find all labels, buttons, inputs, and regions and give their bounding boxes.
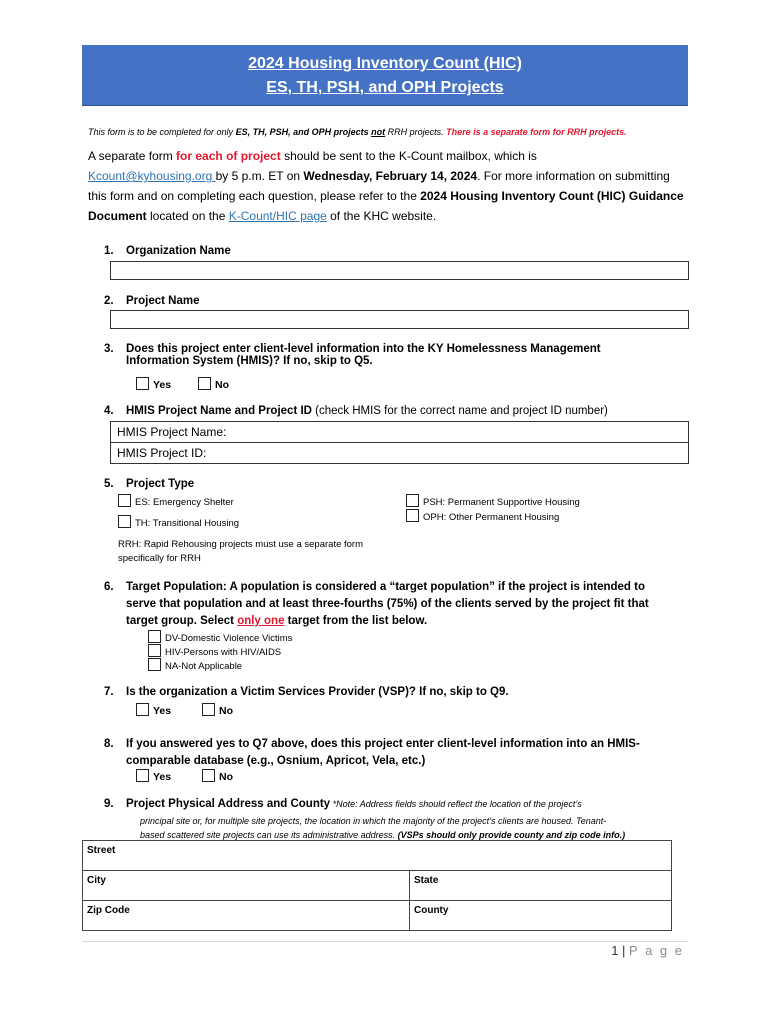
- question-2: 2. Project Name: [104, 295, 200, 307]
- q3-no-option[interactable]: No: [198, 377, 229, 391]
- city-field[interactable]: City: [83, 871, 410, 901]
- county-field[interactable]: County: [410, 901, 672, 931]
- q7-no-option[interactable]: No: [202, 703, 233, 717]
- organization-name-field[interactable]: [110, 261, 689, 280]
- question-4: 4. HMIS Project Name and Project ID (check HMIS for the correct name and project ID number): [104, 405, 608, 417]
- rrh-note: RRH: Rapid Rehousing projects must use a separate form specifically for RRH: [118, 539, 364, 564]
- project-type-th[interactable]: TH: Transitional Housing: [118, 515, 239, 529]
- form-scope-note: This form is to be completed for only ES, TH, PSH, and OPH projects not RRH projects. There is a separate form for RRH projects.: [88, 127, 627, 137]
- target-na[interactable]: NA-Not Applicable: [148, 658, 242, 672]
- oph-checkbox[interactable]: [406, 509, 419, 522]
- q3-yes-checkbox[interactable]: [136, 377, 149, 390]
- q3-no-checkbox[interactable]: [198, 377, 211, 390]
- na-checkbox[interactable]: [148, 658, 161, 671]
- page-number: 1 | P a g e: [611, 943, 684, 958]
- th-checkbox[interactable]: [118, 515, 131, 528]
- hiv-checkbox[interactable]: [148, 644, 161, 657]
- form-title-banner: [82, 45, 688, 106]
- kcount-email-link[interactable]: Kcount@kyhousing.org: [88, 169, 216, 183]
- rrh-warning: There is a separate form for RRH projects.: [446, 127, 627, 137]
- intro-paragraph: A separate form for each of project should be sent to the K-Count mailbox, which is Kcount@kyhousing.org by 5 p.m. ET on Wednesday, February 14, 2024. For more information on submitting this form and on completing each question, please refer to the 2024 Housing Inventory Count (HIC) Guidance Document located on the K-Count/HIC page of the KHC website.: [88, 149, 684, 223]
- q8-no-checkbox[interactable]: [202, 769, 215, 782]
- address-note: principal site or, for multiple site projects, the location in which the majority of the project’s clients are housed. Tenant- based scattered site projects can use its administrative address. (VSPs should only provide county and zip code info.): [140, 816, 626, 840]
- hmis-project-id-field[interactable]: HMIS Project ID:: [117, 446, 207, 460]
- state-field[interactable]: State: [410, 871, 672, 901]
- q8-yes-checkbox[interactable]: [136, 769, 149, 782]
- project-type-psh[interactable]: PSH: Permanent Supportive Housing: [406, 494, 580, 508]
- q7-yes-checkbox[interactable]: [136, 703, 149, 716]
- street-field[interactable]: Street: [83, 841, 672, 871]
- dv-checkbox[interactable]: [148, 630, 161, 643]
- psh-checkbox[interactable]: [406, 494, 419, 507]
- footer-divider: [82, 941, 688, 942]
- question-1: 1. Organization Name: [104, 245, 231, 257]
- q7-no-checkbox[interactable]: [202, 703, 215, 716]
- question-7: 7. Is the organization a Victim Services Provider (VSP)? If no, skip to Q9.: [104, 686, 509, 698]
- form-title: 2024 Housing Inventory Count (HIC): [248, 55, 522, 72]
- es-checkbox[interactable]: [118, 494, 131, 507]
- question-3: 3. Does this project enter client-level information into the KY Homelessness Management Information System (HMIS)? If no, skip to Q5.: [104, 343, 601, 367]
- question-9: 9. Project Physical Address and County *Note: Address fields should reflect the location of the project’s: [104, 798, 582, 810]
- q3-yes-option[interactable]: Yes: [136, 377, 171, 391]
- q8-no-option[interactable]: No: [202, 769, 233, 783]
- question-6: 6. Target Population: A population is considered a “target population” if the project is intended to serve that population and at least three-fourths (75%) of the clients served by the project fit that target group. Select only one target from the list below.: [104, 581, 649, 627]
- project-type-es[interactable]: ES: Emergency Shelter: [118, 494, 234, 508]
- hmis-project-name-field[interactable]: HMIS Project Name:: [111, 422, 688, 443]
- hmis-project-box: [110, 421, 689, 464]
- project-type-oph[interactable]: OPH: Other Permanent Housing: [406, 509, 559, 523]
- target-hiv[interactable]: HIV-Persons with HIV/AIDS: [148, 644, 281, 658]
- kcount-hic-page-link[interactable]: K-Count/HIC page: [228, 209, 327, 223]
- target-dv[interactable]: DV-Domestic Violence Victims: [148, 630, 292, 644]
- address-table: [82, 840, 672, 931]
- q8-yes-option[interactable]: Yes: [136, 769, 171, 783]
- question-8: 8. If you answered yes to Q7 above, does this project enter client-level information into an HMIS- comparable database (e.g., Osnium, Apricot, Vela, etc.): [104, 738, 640, 767]
- question-5: 5. Project Type: [104, 478, 195, 490]
- zip-code-field[interactable]: Zip Code: [83, 901, 410, 931]
- form-subtitle: ES, TH, PSH, and OPH Projects: [266, 79, 504, 96]
- project-name-field[interactable]: [110, 310, 689, 329]
- q7-yes-option[interactable]: Yes: [136, 703, 171, 717]
